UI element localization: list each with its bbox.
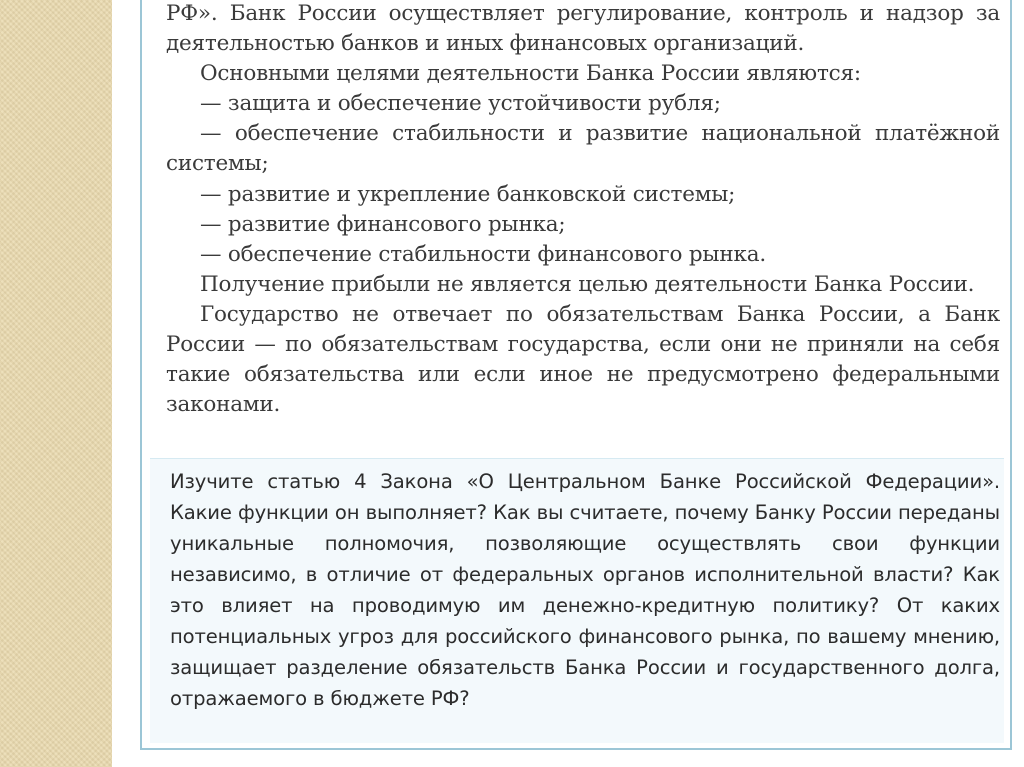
paragraph-bank-regulation: РФ». Банк России осуществляет регулирование, контроль и надзор за деятельностью банков и иных финансовых организаций.: [166, 1, 1000, 57]
body-text: [166, 0, 1000, 420]
goal-item-payment-system: — обеспечение стабильности и развитие национальной платёжной системы;: [166, 121, 1000, 177]
paragraph-profit: Получение прибыли не является целью деятельности Банка России.: [200, 271, 975, 297]
goal-item-banking-system: — развитие и укрепление банковской системы;: [200, 181, 736, 207]
paragraph-state-obligations: Государство не отвечает по обязательствам Банка России, а Банк России — по обязательствам государства, если они не приняли на себя такие обязательства или если иное не предусмотрено федеральными законами.: [166, 301, 1000, 418]
task-text: Изучите статью 4 Закона «О Центральном Банке Российской Федерации». Какие функции он выполняет? Как вы считаете, почему Банку России переданы уникальные полномочия, позволяющие осуществлять свои функции независимо, в отличие от федеральных органов исполнительной власти? Как это влияет на проводимую им денежно-кредитную политику? От каких потенциальных угроз для российского финансового рынка, по вашему мнению, защищает разделение обязательств Банка России и государственного долга, отражаемого в бюджете РФ?: [170, 470, 1000, 710]
goal-item-market-stability: — обеспечение стабильности финансового рынка.: [200, 241, 766, 267]
paragraph-goals-intro: Основными целями деятельности Банка России являются:: [200, 61, 861, 87]
decorative-background-strip: [0, 0, 112, 767]
goal-item-ruble: — защита и обеспечение устойчивости рубля;: [200, 91, 721, 117]
goal-item-financial-market: — развитие финансового рынка;: [200, 211, 566, 237]
